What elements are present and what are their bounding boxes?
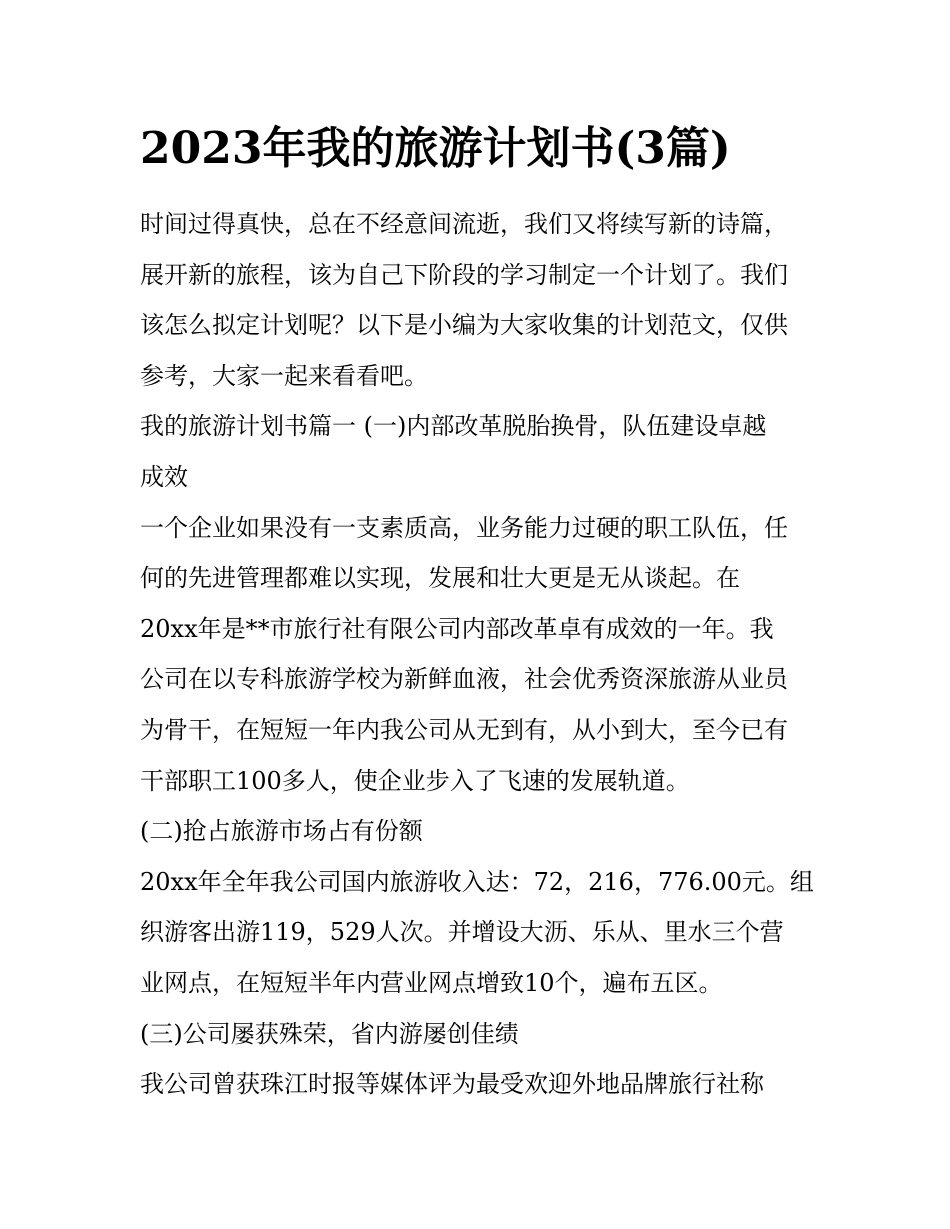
- document-title: 2023年我的旅游计划书(3篇): [140, 123, 731, 174]
- text-line: 公司在以专科旅游学校为新鲜血液，社会优秀资深旅游从业员: [140, 665, 788, 694]
- text-line: 织游客出游119，529人次。并增设大沥、乐从、里水三个营: [140, 918, 784, 947]
- document-body: [140, 199, 820, 1110]
- text-line: 为骨干，在短短一年内我公司从无到有，从小到大，至今已有: [140, 715, 788, 744]
- section-heading-line: (三)公司屡获殊荣，省内游屡创佳绩: [140, 1019, 519, 1048]
- text-line: 干部职工100多人，使企业步入了飞速的发展轨道。: [140, 766, 690, 795]
- text-line: 该怎么拟定计划呢？以下是小编为大家收集的计划范文，仅供: [140, 311, 788, 340]
- text-line: 业网点，在短短半年内营业网点增致10个，遍布五区。: [140, 968, 723, 997]
- text-line: 20xx年是**市旅行社有限公司内部改革卓有成效的一年。我: [140, 614, 774, 643]
- text-line: 一个企业如果没有一支素质高，业务能力过硬的职工队伍，任: [140, 513, 788, 542]
- text-line: 我公司曾获珠江时报等媒体评为最受欢迎外地品牌旅行社称: [140, 1070, 764, 1099]
- text-line: 20xx年全年我公司国内旅游收入达：72，216，776.00元。组: [140, 867, 814, 896]
- text-line: 时间过得真快，总在不经意间流逝，我们又将续写新的诗篇，: [140, 210, 788, 238]
- text-line: 何的先进管理都难以实现，发展和壮大更是无从谈起。在: [140, 564, 740, 593]
- text-line: 展开新的旅程，该为自己下阶段的学习制定一个计划了。我们: [140, 260, 788, 289]
- section-heading-line: 我的旅游计划书篇一 (一)内部改革脱胎换骨，队伍建设卓越: [140, 412, 767, 441]
- text-line: 参考，大家一起来看看吧。: [140, 361, 428, 390]
- section-heading-line: 成效: [140, 462, 188, 491]
- section-heading-line: (二)抢占旅游市场占有份额: [140, 817, 423, 846]
